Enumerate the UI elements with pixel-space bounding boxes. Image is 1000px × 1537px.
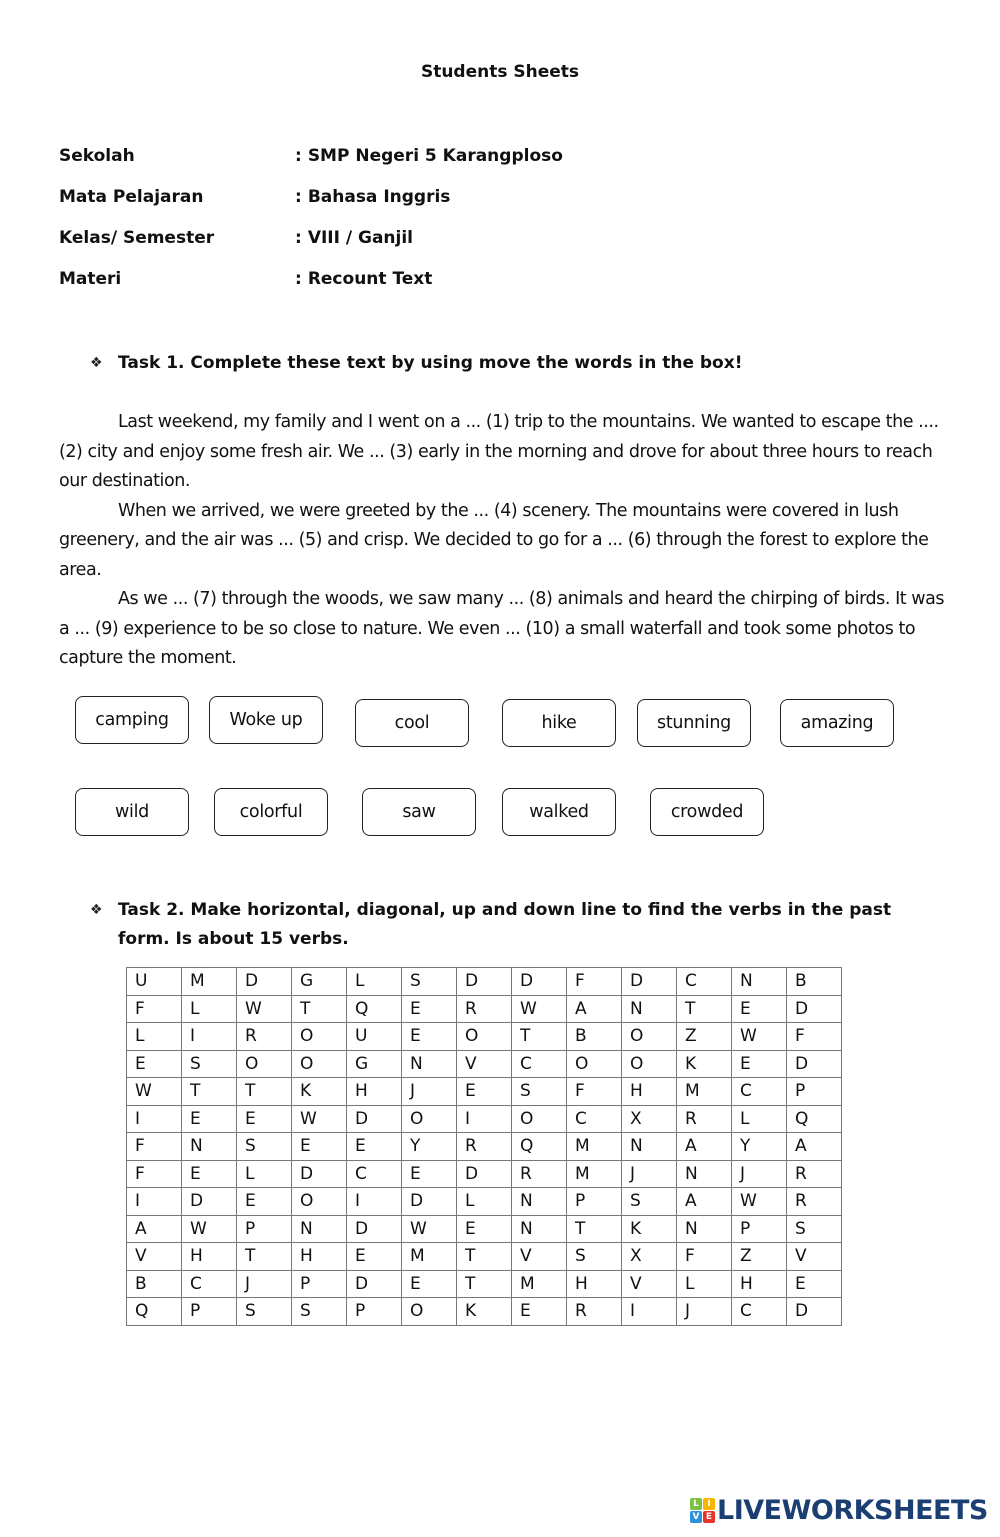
grid-cell[interactable]: H	[292, 1243, 347, 1271]
grid-cell[interactable]: N	[512, 1215, 567, 1243]
grid-cell[interactable]: E	[347, 1243, 402, 1271]
grid-row	[127, 1298, 842, 1326]
grid-cell[interactable]: S	[237, 1298, 292, 1326]
word-tile-amazing[interactable]: amazing	[780, 699, 894, 747]
info-separator: :	[295, 187, 302, 207]
logo-letter-l: L	[690, 1498, 702, 1510]
grid-row	[127, 1105, 842, 1133]
grid-cell[interactable]: G	[292, 968, 347, 996]
recount-story	[59, 408, 949, 674]
diamond-bullet-icon: ❖	[90, 902, 103, 918]
grid-cell[interactable]: L	[237, 1160, 292, 1188]
grid-cell[interactable]: V	[787, 1243, 842, 1271]
grid-cell[interactable]: C	[347, 1160, 402, 1188]
info-row-class	[59, 228, 563, 269]
info-label: Materi	[59, 269, 122, 289]
grid-cell[interactable]: P	[292, 1270, 347, 1298]
grid-cell[interactable]: T	[512, 1023, 567, 1051]
grid-cell[interactable]: D	[347, 1270, 402, 1298]
grid-cell[interactable]: H	[622, 1078, 677, 1106]
grid-cell[interactable]: E	[402, 1270, 457, 1298]
word-tile-walked[interactable]: walked	[502, 788, 616, 836]
grid-cell[interactable]: S	[292, 1298, 347, 1326]
grid-cell[interactable]: O	[457, 1023, 512, 1051]
live-squares-icon	[690, 1498, 715, 1523]
grid-row	[127, 1133, 842, 1161]
grid-cell[interactable]: S	[512, 1078, 567, 1106]
grid-cell[interactable]: T	[567, 1215, 622, 1243]
word-tile-crowded[interactable]: crowded	[650, 788, 764, 836]
grid-cell[interactable]: D	[402, 1188, 457, 1216]
grid-cell[interactable]: W	[512, 995, 567, 1023]
grid-cell[interactable]: D	[512, 968, 567, 996]
grid-cell[interactable]: P	[787, 1078, 842, 1106]
grid-cell[interactable]: J	[732, 1160, 787, 1188]
word-tile-stunning[interactable]: stunning	[637, 699, 751, 747]
grid-cell[interactable]: A	[787, 1133, 842, 1161]
grid-cell[interactable]: P	[237, 1215, 292, 1243]
grid-cell[interactable]: C	[732, 1078, 787, 1106]
grid-cell[interactable]: E	[402, 995, 457, 1023]
grid-cell[interactable]: A	[677, 1188, 732, 1216]
grid-cell[interactable]: E	[787, 1270, 842, 1298]
grid-cell[interactable]: P	[347, 1298, 402, 1326]
info-separator: :	[295, 228, 302, 248]
grid-cell[interactable]: V	[457, 1050, 512, 1078]
grid-cell[interactable]: D	[292, 1160, 347, 1188]
grid-cell[interactable]: Q	[347, 995, 402, 1023]
grid-cell[interactable]: N	[732, 968, 787, 996]
grid-cell[interactable]: W	[182, 1215, 237, 1243]
grid-cell[interactable]: D	[182, 1188, 237, 1216]
grid-cell[interactable]: P	[182, 1298, 237, 1326]
grid-cell[interactable]: H	[182, 1243, 237, 1271]
grid-cell[interactable]: O	[402, 1298, 457, 1326]
story-paragraph-2: When we arrived, we were greeted by the ... (4) scenery. The mountains were covered in lush greenery, and the air was ... (5) and crisp. We decided to go for a ... (6) through the forest to explore the area.	[59, 500, 929, 580]
grid-cell[interactable]: O	[622, 1023, 677, 1051]
grid-cell[interactable]: Q	[127, 1298, 182, 1326]
grid-cell[interactable]: N	[402, 1050, 457, 1078]
info-row-school	[59, 146, 563, 187]
grid-cell[interactable]: E	[457, 1215, 512, 1243]
grid-cell[interactable]: O	[292, 1188, 347, 1216]
grid-cell[interactable]: D	[622, 968, 677, 996]
grid-cell[interactable]: N	[512, 1188, 567, 1216]
grid-cell[interactable]: F	[787, 1023, 842, 1051]
grid-cell[interactable]: V	[512, 1243, 567, 1271]
grid-cell[interactable]: F	[127, 1133, 182, 1161]
story-paragraph-3: As we ... (7) through the woods, we saw many ... (8) animals and heard the chirping of birds. It was a ... (9) experience to be so close to nature. We even ... (10) a small waterfall and took some photos to capture the moment.	[59, 589, 945, 668]
task1-heading	[90, 349, 918, 378]
grid-cell[interactable]: E	[347, 1133, 402, 1161]
grid-cell[interactable]: R	[457, 995, 512, 1023]
grid-row	[127, 1078, 842, 1106]
logo-text: LIVEWORKSHEETS	[717, 1495, 988, 1526]
grid-cell[interactable]: B	[787, 968, 842, 996]
grid-cell[interactable]: E	[237, 1188, 292, 1216]
grid-cell[interactable]: R	[677, 1105, 732, 1133]
grid-cell[interactable]: T	[677, 995, 732, 1023]
grid-cell[interactable]: C	[677, 968, 732, 996]
grid-cell[interactable]: V	[127, 1243, 182, 1271]
grid-cell[interactable]: M	[567, 1160, 622, 1188]
grid-cell[interactable]: M	[182, 968, 237, 996]
grid-cell[interactable]: D	[787, 1298, 842, 1326]
grid-cell[interactable]: L	[732, 1105, 787, 1133]
grid-cell[interactable]: Z	[677, 1023, 732, 1051]
grid-cell[interactable]: W	[292, 1105, 347, 1133]
grid-cell[interactable]: O	[402, 1105, 457, 1133]
info-label: Mata Pelajaran	[59, 187, 204, 207]
grid-cell[interactable]: N	[622, 995, 677, 1023]
grid-cell[interactable]: G	[347, 1050, 402, 1078]
grid-cell[interactable]: Q	[787, 1105, 842, 1133]
grid-cell[interactable]: N	[292, 1215, 347, 1243]
grid-cell[interactable]: M	[677, 1078, 732, 1106]
grid-cell[interactable]: T	[292, 995, 347, 1023]
grid-cell[interactable]: S	[567, 1243, 622, 1271]
grid-cell[interactable]: I	[127, 1105, 182, 1133]
grid-cell[interactable]: C	[512, 1050, 567, 1078]
grid-cell[interactable]: L	[347, 968, 402, 996]
grid-cell[interactable]: K	[677, 1050, 732, 1078]
grid-cell[interactable]: E	[182, 1105, 237, 1133]
grid-cell[interactable]: M	[567, 1133, 622, 1161]
grid-row	[127, 1160, 842, 1188]
grid-cell[interactable]: D	[237, 968, 292, 996]
word-search-grid[interactable]	[126, 967, 842, 1326]
grid-cell[interactable]: H	[732, 1270, 787, 1298]
word-tile-woke-up[interactable]: Woke up	[209, 696, 323, 744]
grid-cell[interactable]: D	[347, 1215, 402, 1243]
logo-letter-i: I	[703, 1498, 715, 1510]
info-separator: :	[295, 269, 302, 289]
grid-cell[interactable]: D	[347, 1105, 402, 1133]
grid-cell[interactable]: I	[622, 1298, 677, 1326]
grid-cell[interactable]: P	[732, 1215, 787, 1243]
grid-cell[interactable]: Z	[732, 1243, 787, 1271]
grid-cell[interactable]: N	[677, 1215, 732, 1243]
info-label: Sekolah	[59, 146, 135, 166]
grid-cell[interactable]: L	[677, 1270, 732, 1298]
grid-cell[interactable]: I	[127, 1188, 182, 1216]
grid-cell[interactable]: Y	[402, 1133, 457, 1161]
grid-cell[interactable]: H	[567, 1270, 622, 1298]
story-paragraph-1: Last weekend, my family and I went on a ... (1) trip to the mountains. We wanted to escape the .... (2) city and enjoy some fresh air. We ... (3) early in the morning and drove for about three hours to reach our destination.	[59, 412, 939, 491]
word-tile-cool[interactable]: cool	[355, 699, 469, 747]
grid-cell[interactable]: N	[182, 1133, 237, 1161]
grid-cell[interactable]: K	[292, 1078, 347, 1106]
grid-cell[interactable]: C	[567, 1105, 622, 1133]
page-title: Students Sheets	[420, 62, 580, 82]
grid-cell[interactable]: T	[237, 1243, 292, 1271]
word-tile-colorful[interactable]: colorful	[214, 788, 328, 836]
grid-cell[interactable]: P	[567, 1188, 622, 1216]
grid-cell[interactable]: T	[457, 1270, 512, 1298]
grid-row	[127, 1243, 842, 1271]
grid-row	[127, 1050, 842, 1078]
grid-cell[interactable]: W	[237, 995, 292, 1023]
grid-cell[interactable]: O	[292, 1050, 347, 1078]
info-value: Bahasa Inggris	[307, 187, 451, 207]
info-value: Recount Text	[307, 269, 433, 289]
liveworksheets-logo	[690, 1497, 988, 1524]
grid-cell[interactable]: S	[182, 1050, 237, 1078]
grid-cell[interactable]: K	[622, 1215, 677, 1243]
word-tile-camping[interactable]: camping	[75, 696, 189, 744]
info-row-material	[59, 269, 563, 310]
grid-cell[interactable]: L	[457, 1188, 512, 1216]
grid-cell[interactable]: K	[457, 1298, 512, 1326]
grid-cell[interactable]: A	[127, 1215, 182, 1243]
grid-cell[interactable]: D	[787, 995, 842, 1023]
grid-cell[interactable]: X	[622, 1243, 677, 1271]
grid-cell[interactable]: O	[567, 1050, 622, 1078]
word-tile-saw[interactable]: saw	[362, 788, 476, 836]
grid-cell[interactable]: M	[512, 1270, 567, 1298]
grid-cell[interactable]: R	[457, 1133, 512, 1161]
grid-cell[interactable]: E	[402, 1023, 457, 1051]
grid-cell[interactable]: D	[457, 968, 512, 996]
grid-row	[127, 1215, 842, 1243]
grid-cell[interactable]: R	[787, 1160, 842, 1188]
task2-heading-text: Task 2. Make horizontal, diagonal, up and down line to find the verbs in the past form. Is about 15 verbs.	[118, 900, 892, 949]
info-row-subject	[59, 187, 563, 228]
grid-cell[interactable]: E	[237, 1105, 292, 1133]
grid-cell[interactable]: J	[677, 1298, 732, 1326]
word-tile-hike[interactable]: hike	[502, 699, 616, 747]
grid-cell[interactable]: J	[402, 1078, 457, 1106]
grid-cell[interactable]: T	[182, 1078, 237, 1106]
task2-heading	[90, 896, 918, 954]
grid-cell[interactable]: U	[127, 968, 182, 996]
grid-cell[interactable]: J	[622, 1160, 677, 1188]
grid-cell[interactable]: O	[292, 1023, 347, 1051]
grid-cell[interactable]: E	[732, 1050, 787, 1078]
grid-cell[interactable]: L	[127, 1023, 182, 1051]
grid-cell[interactable]: J	[237, 1270, 292, 1298]
grid-cell[interactable]: S	[237, 1133, 292, 1161]
grid-row	[127, 1188, 842, 1216]
grid-cell[interactable]: F	[567, 1078, 622, 1106]
grid-cell[interactable]: B	[567, 1023, 622, 1051]
grid-cell[interactable]: F	[127, 995, 182, 1023]
word-tile-wild[interactable]: wild	[75, 788, 189, 836]
grid-row	[127, 968, 842, 996]
task1-heading-text: Task 1. Complete these text by using move the words in the box!	[118, 353, 743, 373]
grid-cell[interactable]: M	[402, 1243, 457, 1271]
grid-cell[interactable]: D	[457, 1160, 512, 1188]
grid-cell[interactable]: O	[512, 1105, 567, 1133]
logo-letter-v: V	[690, 1511, 702, 1523]
grid-cell[interactable]: A	[567, 995, 622, 1023]
grid-cell[interactable]: W	[732, 1023, 787, 1051]
grid-cell[interactable]: R	[567, 1298, 622, 1326]
grid-cell[interactable]: R	[512, 1160, 567, 1188]
grid-cell[interactable]: C	[182, 1270, 237, 1298]
grid-cell[interactable]: A	[677, 1133, 732, 1161]
grid-row	[127, 995, 842, 1023]
grid-cell[interactable]: W	[732, 1188, 787, 1216]
grid-cell[interactable]: I	[182, 1023, 237, 1051]
grid-cell[interactable]: I	[347, 1188, 402, 1216]
grid-cell[interactable]: S	[787, 1215, 842, 1243]
grid-cell[interactable]: E	[512, 1298, 567, 1326]
grid-cell[interactable]: S	[402, 968, 457, 996]
grid-cell[interactable]: R	[237, 1023, 292, 1051]
grid-cell[interactable]: E	[182, 1160, 237, 1188]
grid-cell[interactable]: W	[402, 1215, 457, 1243]
grid-cell[interactable]: U	[347, 1023, 402, 1051]
grid-cell[interactable]: O	[622, 1050, 677, 1078]
grid-cell[interactable]: N	[622, 1133, 677, 1161]
grid-cell[interactable]: X	[622, 1105, 677, 1133]
info-value: VIII / Ganjil	[307, 228, 413, 248]
grid-cell[interactable]: E	[127, 1050, 182, 1078]
grid-cell[interactable]: I	[457, 1105, 512, 1133]
grid-cell[interactable]: E	[292, 1133, 347, 1161]
info-value: SMP Negeri 5 Karangploso	[307, 146, 563, 166]
grid-cell[interactable]: D	[787, 1050, 842, 1078]
grid-cell[interactable]: O	[237, 1050, 292, 1078]
grid-cell[interactable]: H	[347, 1078, 402, 1106]
grid-cell[interactable]: N	[677, 1160, 732, 1188]
logo-letter-e: E	[703, 1511, 715, 1523]
info-table	[59, 146, 563, 310]
grid-cell[interactable]: Y	[732, 1133, 787, 1161]
diamond-bullet-icon: ❖	[90, 355, 103, 371]
grid-cell[interactable]: E	[732, 995, 787, 1023]
info-separator: :	[295, 146, 302, 166]
grid-cell[interactable]: T	[457, 1243, 512, 1271]
grid-cell[interactable]: W	[127, 1078, 182, 1106]
grid-cell[interactable]: L	[182, 995, 237, 1023]
grid-cell[interactable]: R	[787, 1188, 842, 1216]
grid-cell[interactable]: T	[237, 1078, 292, 1106]
grid-row	[127, 1270, 842, 1298]
grid-cell[interactable]: S	[622, 1188, 677, 1216]
grid-cell[interactable]: V	[622, 1270, 677, 1298]
grid-cell[interactable]: F	[127, 1160, 182, 1188]
info-label: Kelas/ Semester	[59, 228, 215, 248]
grid-cell[interactable]: Q	[512, 1133, 567, 1161]
grid-cell[interactable]: E	[457, 1078, 512, 1106]
grid-cell[interactable]: C	[732, 1298, 787, 1326]
grid-cell[interactable]: F	[677, 1243, 732, 1271]
grid-row	[127, 1023, 842, 1051]
grid-cell[interactable]: B	[127, 1270, 182, 1298]
grid-cell[interactable]: F	[567, 968, 622, 996]
grid-cell[interactable]: E	[402, 1160, 457, 1188]
